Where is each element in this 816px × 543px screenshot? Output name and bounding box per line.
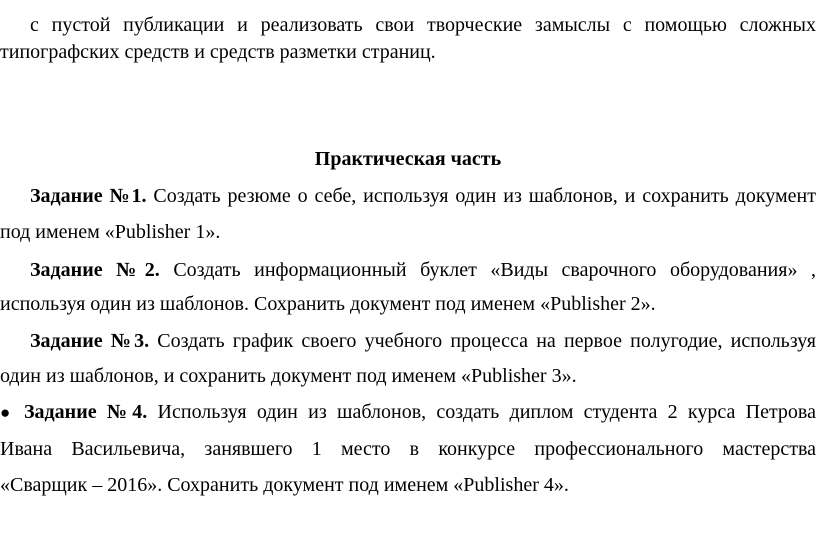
task-4-line-1 [0,400,816,425]
task-4-text-2: Ивана Васильевича, занявшего 1 место в конкурсе профессионального мастерства [0,438,816,460]
bullet-icon: ● [0,403,11,422]
intro-text-2: типографских средств и средств разметки страниц. [0,41,436,63]
section-title-text: Практическая часть [314,148,502,170]
task-2-line-2 [0,292,816,316]
section-title [0,147,816,171]
intro-text-1: с пустой публикации и реализовать свои творческие замыслы с помощью сложных [30,14,816,36]
task-4-text-1: Используя один из шаблонов, создать диплом студента 2 курса Петрова [147,401,816,423]
task-2-text-1: Создать информационный буклет «Виды сварочного оборудования» , [159,259,816,281]
task-3-line-2 [0,364,816,388]
task-3-label: Задание №3. [30,330,150,352]
intro-line-2 [0,40,816,64]
task-1-text-2: под именем «Publisher 1». [0,221,221,243]
task-4-label: Задание №4. [24,401,148,423]
task-1-text-1: Создать резюме о себе, используя один из шаблонов, и сохранить документ [146,185,816,207]
task-2-line-1 [0,258,816,282]
task-4-text-3: «Сварщик – 2016». Сохранить документ под именем «Publisher 4». [0,474,569,496]
task-2-label: Задание №2. [30,259,160,281]
task-3-text-2: один из шаблонов, и сохранить документ под именем «Publisher 3». [0,365,577,387]
task-2-text-2: используя один из шаблонов. Сохранить документ под именем «Publisher 2». [0,293,656,315]
task-1-label: Задание №1. [30,185,147,207]
task-4-line-2 [0,437,816,461]
task-1-line-2 [0,220,816,244]
task-3-text-1: Создать график своего учебного процесса на первое полугодие, используя [149,330,816,352]
task-1-line-1 [0,184,816,208]
intro-line-1 [0,13,816,37]
task-3-line-1 [0,329,816,353]
task-4-line-3 [0,473,816,497]
